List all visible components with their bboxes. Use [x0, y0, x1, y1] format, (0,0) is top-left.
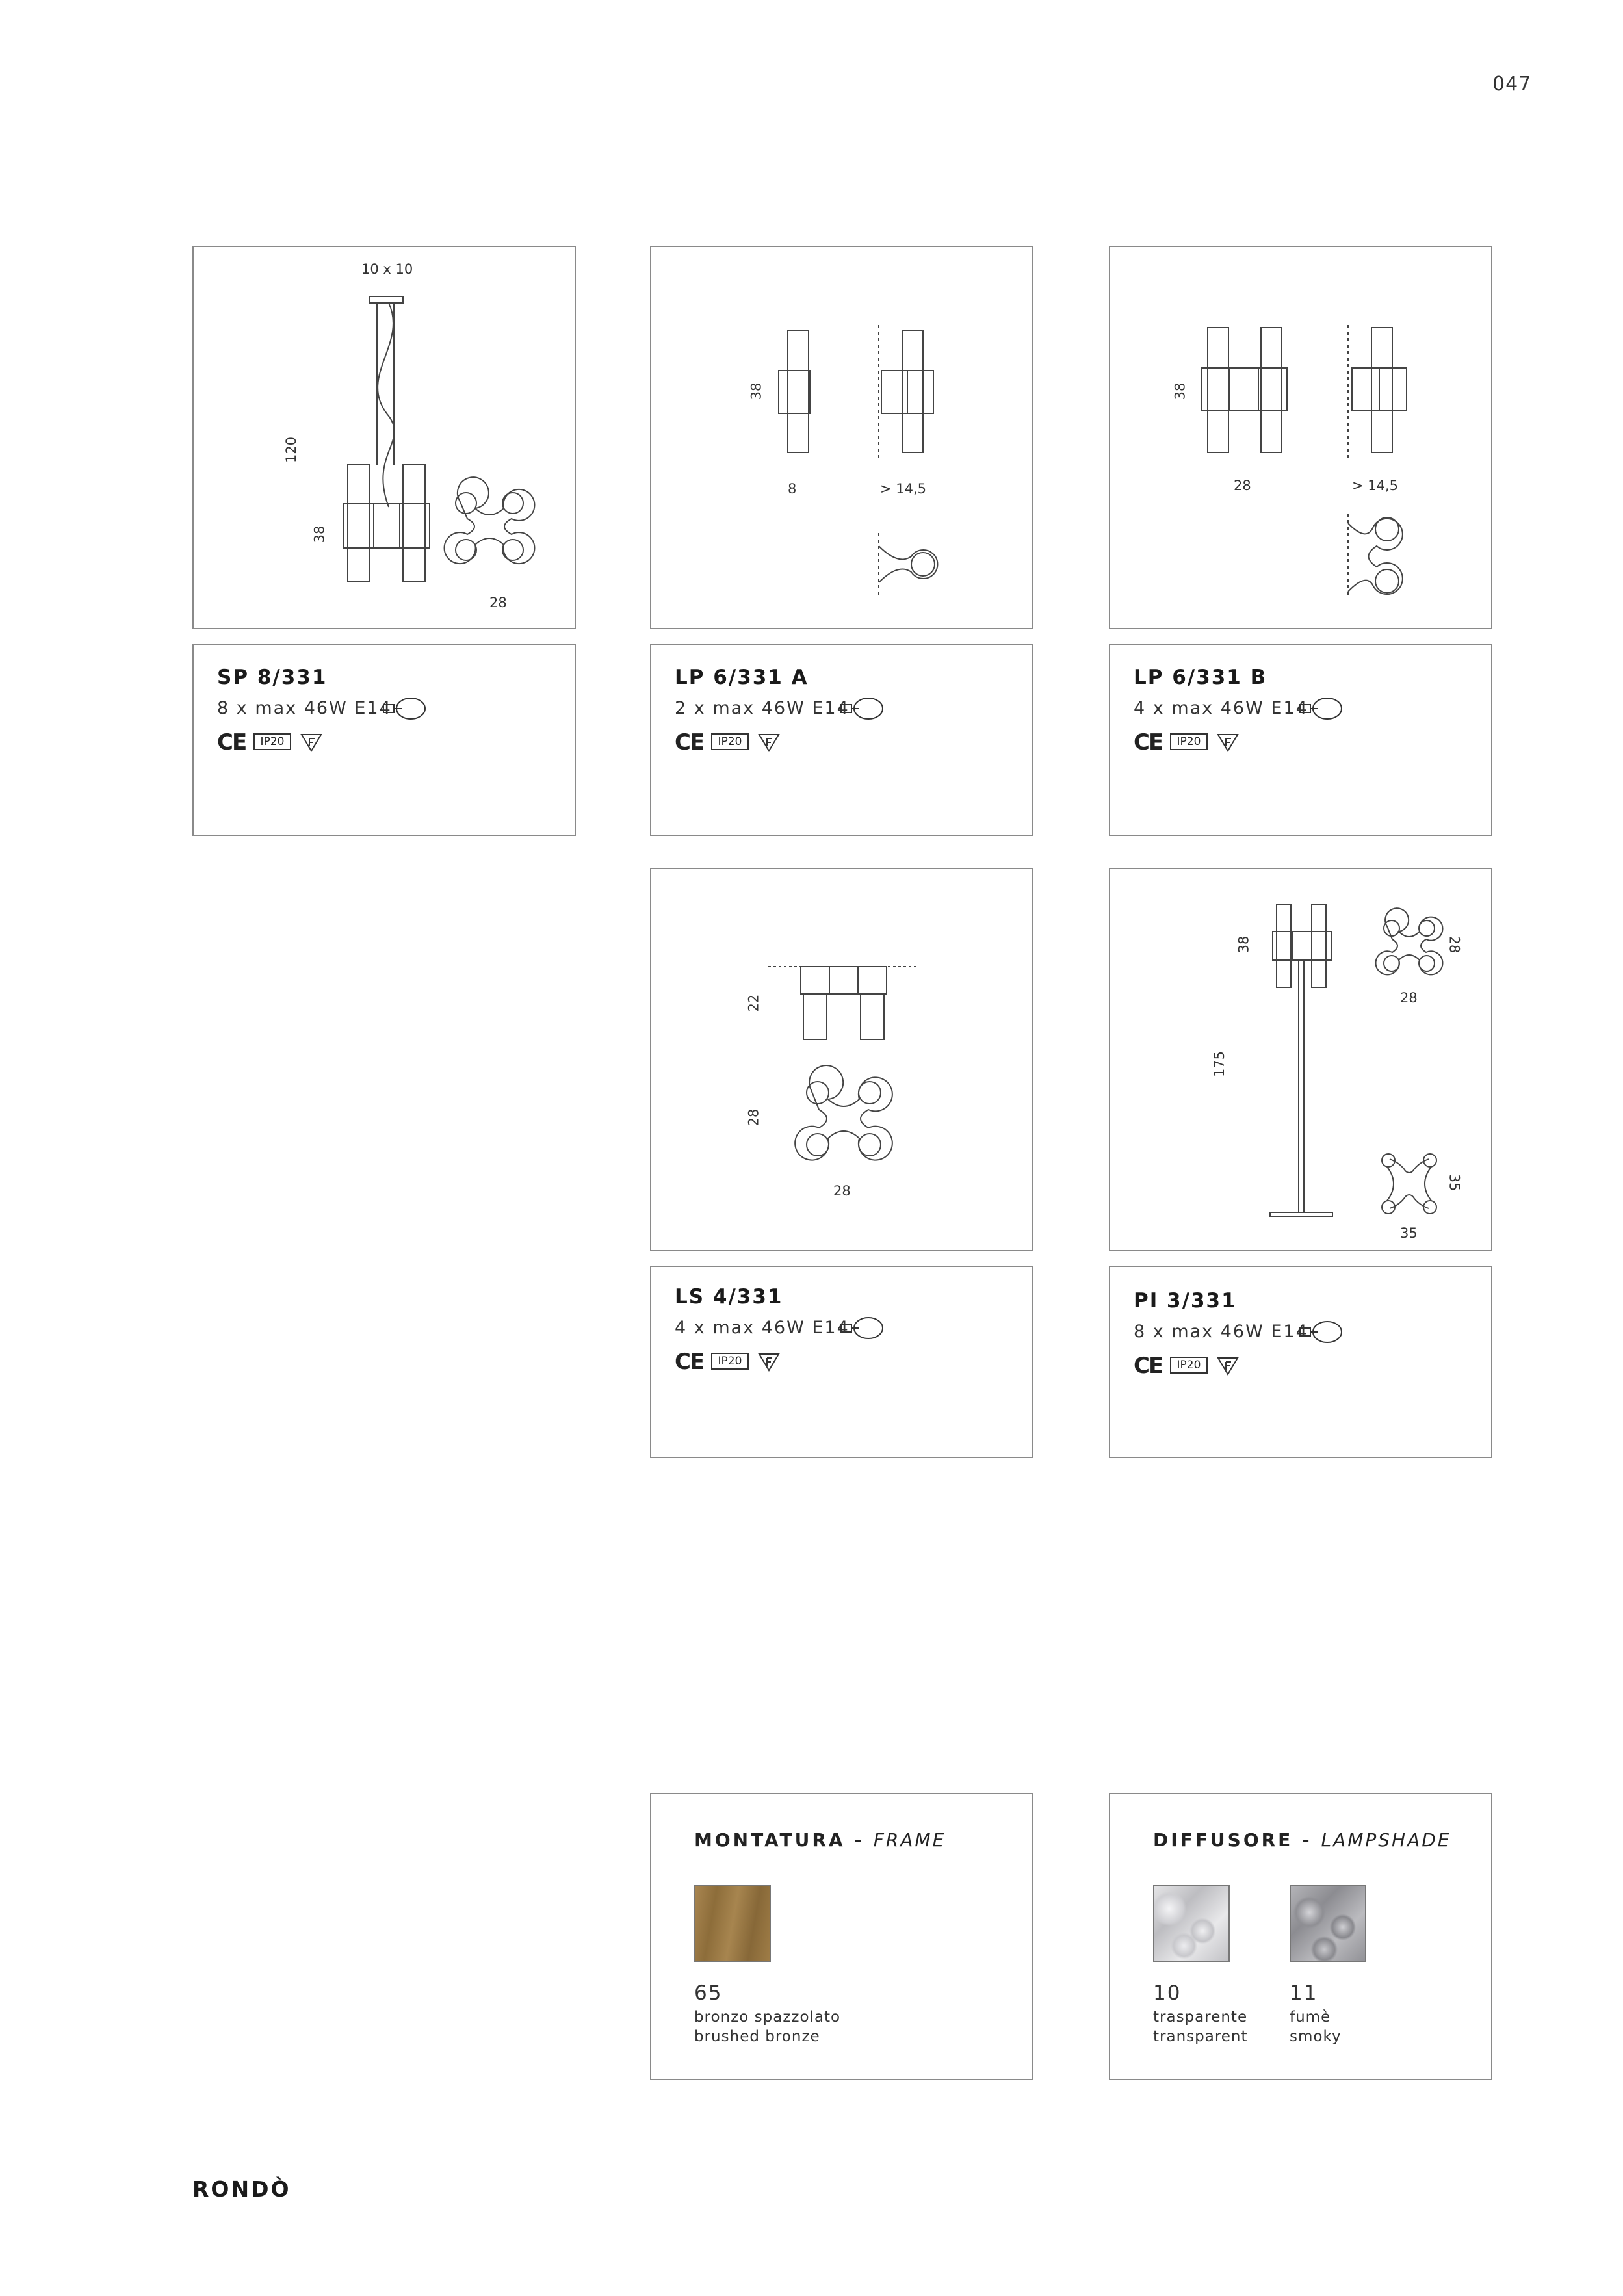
ip-rating: IP20 [1170, 733, 1208, 750]
page-number: 047 [1492, 73, 1532, 96]
bulb-icon [1299, 1320, 1344, 1344]
ip-rating: IP20 [711, 733, 749, 750]
lp6b-drawing [1110, 247, 1494, 631]
dim-base-width: 35 [1400, 1225, 1418, 1241]
dim-width: 8 [788, 481, 797, 497]
ip-rating: IP20 [711, 1353, 749, 1370]
product-code: PI 3/331 [1134, 1289, 1237, 1312]
drawing-box-lp6a [650, 246, 1033, 629]
dim-height: 38 [748, 382, 764, 400]
sp8-drawing [194, 247, 577, 631]
dim-canopy: 10 x 10 [361, 261, 413, 277]
dim-top-width: 28 [1400, 990, 1418, 1006]
info-box-lp6b [1109, 644, 1492, 836]
ls4-drawing [651, 869, 1035, 1253]
frame-label-en: brushed bronze [694, 2028, 820, 2045]
lampshade-finish-box [1109, 1793, 1492, 2080]
product-spec: 8 x max 46W E14 [217, 698, 392, 718]
product-code: LS 4/331 [675, 1285, 783, 1309]
frame-finish-box [650, 1793, 1033, 2080]
f-mark-icon [758, 1352, 780, 1372]
bulb-icon [840, 697, 885, 720]
ce-mark-icon: CE [217, 729, 246, 755]
drawing-box-ls4 [650, 868, 1033, 1251]
frame-code: 65 [694, 1981, 723, 2005]
f-mark-icon [300, 733, 322, 752]
dim-plan-width: 28 [833, 1183, 851, 1199]
lampshade-heading: DIFFUSORE - LAMPSHADE [1153, 1829, 1451, 1851]
drawing-box-sp8 [192, 246, 576, 629]
dim-depth: > 14,5 [880, 481, 927, 497]
info-box-lp6a [650, 644, 1033, 836]
ce-mark-icon: CE [675, 729, 704, 755]
drawing-box-pi3 [1109, 868, 1492, 1251]
product-code: LP 6/331 B [1134, 666, 1267, 689]
lampshade-code: 10 [1153, 1981, 1182, 2005]
dim-width: 28 [489, 595, 507, 610]
lampshade-label-en: smoky [1290, 2028, 1342, 2045]
dim-body: 38 [311, 525, 328, 543]
ce-mark-icon: CE [675, 1349, 704, 1375]
dim-base-side: 35 [1446, 1173, 1462, 1192]
f-mark-icon [758, 733, 780, 752]
lampshade-swatch-smoky [1290, 1885, 1366, 1962]
frame-swatch [694, 1885, 771, 1962]
lampshade-label-en: transparent [1153, 2028, 1248, 2045]
lampshade-label-it: trasparente [1153, 2009, 1248, 2026]
dim-width: 28 [1234, 478, 1251, 493]
ce-mark-icon: CE [1134, 729, 1163, 755]
ip-rating: IP20 [1170, 1357, 1208, 1374]
bulb-icon [382, 697, 428, 720]
f-mark-icon [1217, 733, 1239, 752]
drawing-box-lp6b [1109, 246, 1492, 629]
pi3-drawing [1110, 869, 1494, 1253]
info-box-ls4 [650, 1266, 1033, 1458]
lampshade-swatch-transparent [1153, 1885, 1230, 1962]
lampshade-code: 11 [1290, 1981, 1318, 2005]
bulb-icon [1299, 697, 1344, 720]
dim-body: 38 [1236, 935, 1252, 954]
bulb-icon [840, 1316, 885, 1340]
ce-mark-icon: CE [1134, 1353, 1163, 1379]
frame-heading: MONTATURA - FRAME [694, 1829, 946, 1851]
product-spec: 4 x max 46W E14 [1134, 698, 1308, 718]
brand-name: RONDÒ [192, 2176, 291, 2202]
dim-top-side: 28 [1446, 935, 1462, 954]
info-box-sp8 [192, 644, 576, 836]
product-code: LP 6/331 A [675, 666, 809, 689]
ip-rating: IP20 [253, 733, 291, 750]
dim-height: 120 [283, 436, 300, 463]
f-mark-icon [1217, 1356, 1239, 1376]
lampshade-label-it: fumè [1290, 2009, 1331, 2026]
dim-height: 38 [1172, 382, 1188, 400]
product-code: SP 8/331 [217, 666, 328, 689]
lp6a-drawing [651, 247, 1035, 631]
dim-plan-height: 28 [746, 1108, 762, 1127]
dim-height: 175 [1212, 1050, 1228, 1078]
product-spec: 8 x max 46W E14 [1134, 1322, 1308, 1342]
frame-label-it: bronzo spazzolato [694, 2009, 841, 2026]
product-spec: 4 x max 46W E14 [675, 1318, 850, 1338]
product-spec: 2 x max 46W E14 [675, 698, 850, 718]
info-box-pi3 [1109, 1266, 1492, 1458]
dim-depth: > 14,5 [1352, 478, 1399, 493]
dim-height: 22 [746, 994, 762, 1012]
